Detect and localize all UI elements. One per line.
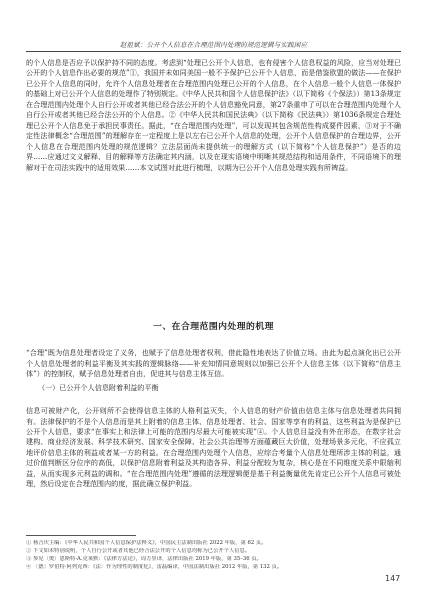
footnote-3: ③ 参见〔奥〕恩斯特·A.克莱默：《法律方法论》，周万里译，法律出版社 2019 年版，第 35–36 页。 [26, 555, 262, 562]
section-heading: 一、在合理范围内处理的机理 [153, 322, 274, 332]
footnote-4: ④ 〔德〕罗伯特·阿列克西：《法：作为理性的制度化》，雷磊编译，中国法制出版社 2012 年版，第 132 页。 [26, 563, 283, 570]
footnote-rule [26, 535, 136, 536]
paragraph-text: “合理”既为信息处理者设定了义务，也赋予了信息处理者权利，借此隐性地表达了价值立场。由此为起点演化出已公开个人信息处理者的利益平衡及其实践的逻辑脉络——补充知情同意规则以加强已公开个人信息主体（以下简称“信息主体”）的控制权，赋予信息处理者自由，促进其与信息主体互信。 [26, 348, 401, 378]
paragraph-text: 的个人信息是否应予以保护持不同的态度。考虑到“处理已公开个人信息，也有侵害个人信息权益的风险，应当对处理已公开的个人信息作出必要的规范”①，我国并未如同美国一般不予保护已公开个人信息，而是借鉴欧盟的做法——在保护已公开个人信息的同时，允许个人信息处理者在合理范围内处理已公开的个人信息，在个人信息一般个人信息一体保护的基础上对已公开个人信息的处理作了特别规定。《中华人民共和国个人信息保护法》（以下简称《个保法》）第13条规定在合理范围内处理个人自行公开或者其他已经合法公开的个人信息豁免同意，第27条重申了可以在合理范围内处理个人自行公开或者其他已经合法公开的个人信息。②《中华人民共和国民法典》（以下简称《民法典》）第1036条规定合理处理已公开个人信息免于承担民事责任。据此，“在合理范围内处理”，可以发现其包含规范性构成要件因素，③对于不确定性法律概念“合理范围”的理解存在一定程度上是以左右已公开个人信息的处理，公开个人信息保护的合理边界，公开个人信息在合理范围内处理的规范逻辑？立法层面尚未提供统一的理解方式（以下简称“个人信息保护”）是否的边界……应通过文义解释、目的解释等方法确定其内涵，以及在现实语境中明晰其规范结构和适用条件，不同语境下的理解对于在司法实践中的适用效果……本文试图对此进行梳理，以期为已公开个人信息处理实践有所裨益。 [26, 58, 401, 172]
paragraph-text: 信息可被财产化，公开则所不会使得信息主体的人格利益灭失，个人信息的财产价值由信息主体与信息处理者共同拥有。法律保护的不是个人信息而是其上附着的信息主体、信息处理者、社会、国家等享有的利益，这些利益为是保护已公开个人信息，要求“在事实上和法律上可能的范围内尽最大可能被实现”④。个人信息目益没有外在形态，在数字社会建构、商业经济发展、科学技术研究、国家安全保障、社会公共治理等方面蕴藏巨大价值，处理场景多元化，不应孤立地评价信息主体的利益或者某一方的利益。在合理范围内处理个人信息，应综合考量个人信息处理所涉主体的利益，通过价值判断区分位序的高低，以保护信息附着利益及其构造各异、利益分配较为复杂，核心是在不同维度关系中限缩利益，从而实现多元利益的调和。“在合理范围内处理”遵循的法理逻辑便是基于利益衡量优先肯定已公开个人信息可被处理，然后设定在合理范围内的度，据此确立保护利益。 [26, 406, 401, 489]
header-rule [26, 51, 401, 52]
body-paragraph-2 [26, 341, 401, 387]
page-number: 147 [385, 574, 401, 583]
body-paragraph-3 [26, 399, 401, 497]
footnote-1: ① 杨合庆主编：《中华人民共和国个人信息保护法释义》，中国民主法制出版社 2022 年版，第 62 页。 [26, 540, 267, 546]
running-head: 赵祖斌：公开个人信息在合理范围内处理的规范逻辑与实践困应 [119, 41, 308, 49]
footnotes [26, 540, 401, 572]
footnote-2: ② 下文如未特别说明，个人自行公开或者其他已经合法公开的个人信息均称为已公开个人信息。 [26, 547, 251, 554]
body-paragraph-1 [26, 58, 401, 173]
subsection-heading: （一）已公开个人信息附着利益的平衡 [38, 383, 159, 392]
